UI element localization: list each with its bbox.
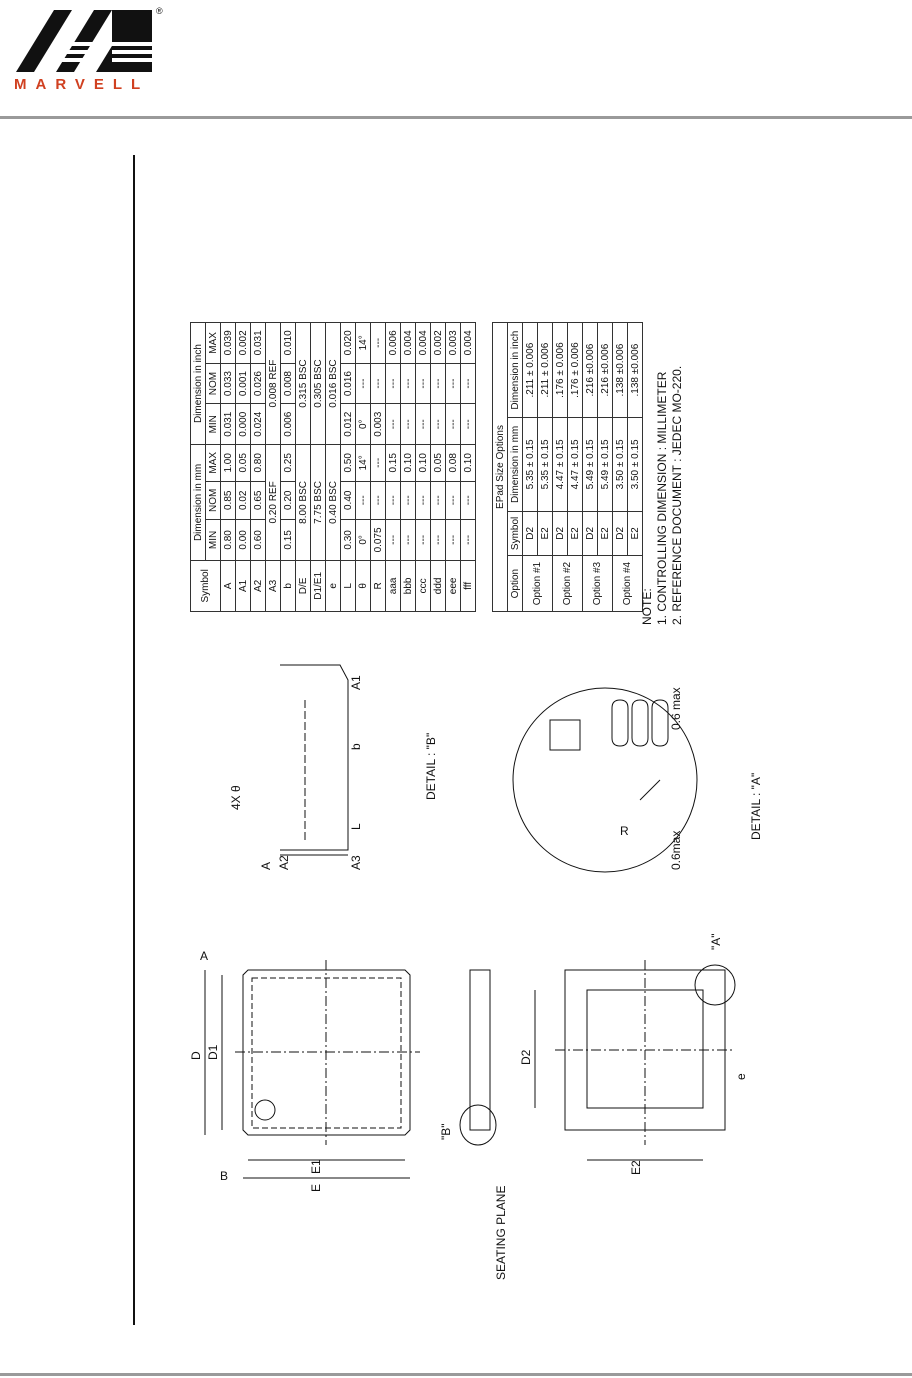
table-row <box>431 323 446 612</box>
epad-head-cell: Symbol <box>508 511 523 556</box>
table-cell: 0° <box>356 404 371 445</box>
table-cell: 0.10 <box>401 445 416 481</box>
table-cell: 0.10 <box>461 445 476 481</box>
table-row <box>296 323 311 612</box>
th-sub: MIN <box>206 520 221 561</box>
table-row <box>341 323 356 612</box>
table-cell: D2 <box>523 511 538 556</box>
table-cell: 0.40 BSC <box>326 445 341 561</box>
epad-head-cell: Option <box>508 556 523 612</box>
table-cell: 0.003 <box>446 323 461 364</box>
table-cell: 0.020 <box>341 323 356 364</box>
table-row <box>371 323 386 612</box>
table-cell: --- <box>416 481 431 520</box>
table-row <box>446 323 461 612</box>
seating-plane-label: SEATING PLANE <box>494 1185 508 1280</box>
table-cell: .138 ±0.006 <box>628 323 643 418</box>
table-cell: 8.00 BSC <box>296 445 311 561</box>
label-A2: A2 <box>277 855 291 870</box>
detail-a-callout: "A" <box>709 933 723 950</box>
table-cell: 0.039 <box>221 323 236 364</box>
label-E2: E2 <box>629 1160 643 1175</box>
epad-head-cell: Dimension in inch <box>508 323 523 418</box>
table-cell: --- <box>461 481 476 520</box>
table-cell: 0° <box>356 520 371 561</box>
label-0-6max: 0.6max <box>669 830 683 870</box>
table-cell: 0.001 <box>236 363 251 404</box>
label-D: D <box>189 1051 203 1060</box>
table-cell: D/E <box>296 560 311 611</box>
table-cell: 0.80 <box>251 445 266 481</box>
table-cell: 0.20 <box>281 481 296 520</box>
table-cell: --- <box>401 520 416 561</box>
table-cell: --- <box>386 481 401 520</box>
table-cell: --- <box>401 363 416 404</box>
package-drawing <box>160 640 800 1300</box>
label-A3: A3 <box>349 855 363 870</box>
th-sub: MAX <box>206 445 221 481</box>
table-cell: 0.305 BSC <box>311 323 326 445</box>
label-A: A <box>259 861 273 870</box>
table-cell: .211 ± 0.006 <box>538 323 553 418</box>
table-row <box>236 323 251 612</box>
table-cell: fff <box>461 560 476 611</box>
table-cell: --- <box>446 363 461 404</box>
label-A1: A1 <box>349 675 363 690</box>
table-cell: --- <box>431 404 446 445</box>
datum-A: A <box>200 949 209 963</box>
label-E1: E1 <box>309 1159 323 1174</box>
table-cell: A2 <box>251 560 266 611</box>
table-cell: --- <box>401 404 416 445</box>
epad-head-cell: Dimension in mm <box>508 418 523 511</box>
table-cell: 14° <box>356 445 371 481</box>
table-row <box>326 323 341 612</box>
table-cell: .216 ±0.006 <box>598 323 613 418</box>
table-cell: 0.85 <box>221 481 236 520</box>
detail-b-profile <box>280 665 348 850</box>
table-row <box>613 323 628 612</box>
table-cell: 7.75 BSC <box>311 445 326 561</box>
table-cell: eee <box>446 560 461 611</box>
table-cell: .176 ± 0.006 <box>553 323 568 418</box>
table-cell: aaa <box>386 560 401 611</box>
table-cell: --- <box>386 520 401 561</box>
table-cell: ddd <box>431 560 446 611</box>
table-cell: 0.010 <box>281 323 296 364</box>
notes-title: NOTE: <box>640 588 654 625</box>
table-cell: 0.026 <box>251 363 266 404</box>
table-cell: 0.60 <box>251 520 266 561</box>
epad-table <box>492 322 643 612</box>
table-cell: --- <box>356 481 371 520</box>
table-row <box>311 323 326 612</box>
table-cell: 0.40 <box>341 481 356 520</box>
table-cell: --- <box>371 481 386 520</box>
table-cell: --- <box>416 363 431 404</box>
table-cell: 5.35 ± 0.15 <box>538 418 553 511</box>
table-row <box>356 323 371 612</box>
table-cell: e <box>326 560 341 611</box>
table-cell: --- <box>401 481 416 520</box>
table-cell: 0.016 <box>341 363 356 404</box>
table-cell: --- <box>371 445 386 481</box>
table-cell: 3.50 ± 0.15 <box>613 418 628 511</box>
table-cell: D2 <box>613 511 628 556</box>
table-cell: E2 <box>538 511 553 556</box>
table-cell: 1.00 <box>221 445 236 481</box>
table-cell: 0.033 <box>221 363 236 404</box>
label-D1: D1 <box>206 1044 220 1060</box>
epad-title: EPad Size Options <box>493 323 508 612</box>
label-0-6-max: 0.6 max <box>669 687 683 730</box>
table-cell: --- <box>416 404 431 445</box>
detail-a-caption: DETAIL : "A" <box>749 772 763 840</box>
detail-b-circle <box>460 1105 496 1145</box>
table-cell: 0.30 <box>341 520 356 561</box>
table-cell: --- <box>371 323 386 364</box>
note-1: 1. CONTROLLING DIMENSION : MILLIMETER <box>655 371 669 625</box>
table-cell: 0.012 <box>341 404 356 445</box>
detail-b-callout: "B" <box>439 1123 453 1140</box>
th-mm: Dimension in mm <box>191 445 206 561</box>
table-cell: 0.50 <box>341 445 356 481</box>
table-cell: .138 ±0.006 <box>613 323 628 418</box>
table-cell: 0.315 BSC <box>296 323 311 445</box>
table-cell: 0.02 <box>236 481 251 520</box>
table-cell: 0.002 <box>236 323 251 364</box>
table-cell: 0.004 <box>461 323 476 364</box>
label-L: L <box>349 823 363 830</box>
dimension-table-wrap <box>190 322 476 612</box>
datum-B: B <box>220 1169 229 1183</box>
table-cell: 0.008 REF <box>266 323 281 445</box>
table-cell: E2 <box>568 511 583 556</box>
table-cell: 5.35 ± 0.15 <box>523 418 538 511</box>
label-D2: D2 <box>519 1049 533 1065</box>
table-cell: --- <box>461 363 476 404</box>
table-cell: --- <box>431 481 446 520</box>
margin-bar <box>133 155 135 1325</box>
table-cell: 0.10 <box>416 445 431 481</box>
th-symbol: Symbol <box>191 560 221 611</box>
table-cell: ccc <box>416 560 431 611</box>
table-cell: 4.47 ± 0.15 <box>553 418 568 511</box>
table-cell: 0.05 <box>431 445 446 481</box>
epad-table-wrap <box>492 322 643 612</box>
table-cell: .211 ± 0.006 <box>523 323 538 418</box>
table-cell: bbb <box>401 560 416 611</box>
footer-rule <box>0 1373 912 1376</box>
table-cell: --- <box>386 363 401 404</box>
table-cell: 0.004 <box>401 323 416 364</box>
table-cell: D2 <box>553 511 568 556</box>
table-cell: --- <box>356 363 371 404</box>
table-cell: 0.006 <box>386 323 401 364</box>
table-cell: A1 <box>236 560 251 611</box>
table-cell: --- <box>446 520 461 561</box>
table-cell: 0.024 <box>251 404 266 445</box>
th-sub: MIN <box>206 404 221 445</box>
table-cell: Option #3 <box>583 556 613 612</box>
table-cell: 0.008 <box>281 363 296 404</box>
table-cell: --- <box>371 363 386 404</box>
table-cell: 0.08 <box>446 445 461 481</box>
table-row <box>221 323 236 612</box>
table-cell: 0.05 <box>236 445 251 481</box>
label-R: R <box>620 824 629 838</box>
table-row <box>416 323 431 612</box>
table-cell: 0.65 <box>251 481 266 520</box>
table-cell: --- <box>461 520 476 561</box>
table-row <box>281 323 296 612</box>
table-cell: θ <box>356 560 371 611</box>
table-cell: A <box>221 560 236 611</box>
table-cell: 0.25 <box>281 445 296 481</box>
table-cell: --- <box>431 363 446 404</box>
header-rule <box>0 116 912 119</box>
table-cell: 0.20 REF <box>266 445 281 561</box>
table-cell: D1/E1 <box>311 560 326 611</box>
table-cell: .216 ±0.006 <box>583 323 598 418</box>
table-cell: Option #4 <box>613 556 643 612</box>
table-cell: L <box>341 560 356 611</box>
table-cell: Option #2 <box>553 556 583 612</box>
table-cell: 0.00 <box>236 520 251 561</box>
th-inch: Dimension in inch <box>191 323 206 445</box>
label-E: E <box>309 1183 323 1192</box>
table-cell: 0.016 BSC <box>326 323 341 445</box>
table-cell: 0.15 <box>386 445 401 481</box>
th-sub: MAX <box>206 323 221 364</box>
table-cell: 0.003 <box>371 404 386 445</box>
table-row <box>583 323 598 612</box>
table-cell: 0.075 <box>371 520 386 561</box>
label-b: b <box>349 743 363 750</box>
table-cell: D2 <box>583 511 598 556</box>
pin1-marker <box>255 1100 275 1120</box>
table-cell: 5.49 ± 0.15 <box>583 418 598 511</box>
registered-mark: ® <box>156 6 163 16</box>
table-cell: 0.031 <box>221 404 236 445</box>
table-cell: 0.15 <box>281 520 296 561</box>
table-row <box>401 323 416 612</box>
table-cell: --- <box>446 404 461 445</box>
brand-wordmark: MARVELL <box>14 76 150 93</box>
table-cell: --- <box>416 520 431 561</box>
table-cell: R <box>371 560 386 611</box>
th-sub: NOM <box>206 363 221 404</box>
table-row <box>266 323 281 612</box>
detail-b-caption: DETAIL : "B" <box>424 732 438 800</box>
table-cell: 0.002 <box>431 323 446 364</box>
table-row <box>523 323 538 612</box>
notes <box>640 366 685 625</box>
table-cell: --- <box>446 481 461 520</box>
table-cell: 0.031 <box>251 323 266 364</box>
table-row <box>386 323 401 612</box>
table-row <box>461 323 476 612</box>
table-cell: Option #1 <box>523 556 553 612</box>
table-row <box>553 323 568 612</box>
label-e: e <box>734 1073 748 1080</box>
table-cell: 0.80 <box>221 520 236 561</box>
th-sub: NOM <box>206 481 221 520</box>
table-cell: --- <box>386 404 401 445</box>
note-2: 2. REFERENCE DOCUMENT : JEDEC MO-220. <box>670 365 684 625</box>
detail-a-circle <box>695 965 735 1005</box>
dimension-table <box>190 322 476 612</box>
table-cell: 0.000 <box>236 404 251 445</box>
table-cell: 14° <box>356 323 371 364</box>
table-cell: .176 ± 0.006 <box>568 323 583 418</box>
table-cell: 5.49 ± 0.15 <box>598 418 613 511</box>
table-cell: E2 <box>598 511 613 556</box>
table-row <box>251 323 266 612</box>
table-cell: E2 <box>628 511 643 556</box>
table-cell: --- <box>461 404 476 445</box>
table-cell: --- <box>431 520 446 561</box>
table-cell: 0.006 <box>281 404 296 445</box>
table-cell: 0.004 <box>416 323 431 364</box>
table-cell: b <box>281 560 296 611</box>
label-angle: 4X θ <box>229 785 243 810</box>
table-cell: 3.50 ± 0.15 <box>628 418 643 511</box>
table-cell: 4.47 ± 0.15 <box>568 418 583 511</box>
table-cell: A3 <box>266 560 281 611</box>
